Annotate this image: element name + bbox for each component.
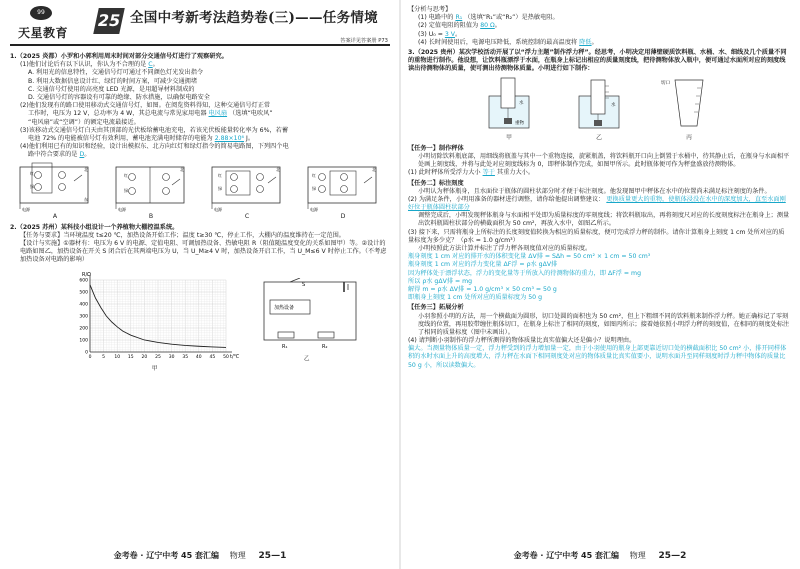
task1-body: 小明切除饮料瓶底部，用细线将瓶盖与其中一个重物连接，旋紧瓶盖，将饮料瓶开口向上倒置于水桶中，待其静止后，在瓶身与水面相平处画上刻度线，并将与此处对应刻度线标为 0，即秤体制作完成，如图甲所示。此时瓶体便可作为秤盘盛放待测物体。: [418, 152, 790, 169]
apparatus-c: [659, 76, 719, 143]
switch-label: S: [302, 281, 306, 288]
q1-p3-answer: 2.88×10⁶: [214, 134, 245, 142]
task1-answer: 等于: [482, 169, 495, 177]
power-label: 电源: [22, 207, 30, 213]
right-page: [400, 0, 800, 569]
task2-solution-1: 瓶身刻度 1 cm 对应的排开水的体积变化量 ΔV排 = SΔh = 50 cm² × 1 cm = 50 cm³: [408, 253, 651, 261]
svg-text:北: 北: [276, 167, 280, 173]
water-label-b: 水: [611, 102, 616, 108]
task2-q2-answer: 更换质量更大的重物，使瓶体浸没在水中的深度加大，直至水面刚好位于瓶体圆柱状部分: [408, 195, 786, 212]
chart-ylabel: R/Ω: [82, 271, 91, 278]
q1-p3a: (3)该移动式交通信号灯白天由其顶部的光伏板给蓄电池充电，若该光伏板能量转化率为 6%，若蓄: [20, 126, 289, 134]
circuit-b: [110, 161, 192, 221]
svg-text:红: 红: [312, 173, 316, 179]
analysis-1-answer: R₁: [455, 14, 463, 22]
cut-label: 切口: [661, 80, 670, 86]
water-label-a: 水: [519, 100, 524, 106]
q1-p2b: 工作时，电压为 12 V，总功率为 4 W，其总电流与常见家用电器 电风扇 （选填“电吹风”: [28, 110, 273, 118]
analysis-3-answer: 3 V: [444, 30, 456, 38]
q3-stem: 3.（2025 贵州）某次学校活动开展了以“浮力主题”制作浮力秤”。经思考，小明决定用薄壁硬质饮料瓶、水桶、水、细线及几个质量不同的重物进行制作。他设想，让饮料瓶漂浮于水面，在瓶身上标记出相应的质量刻度线，把待测物体放入瓶中，便可通过水面所对应的刻度线读出待测物体的质量，使可测出待测物体质量。小明进行如下制作：: [408, 48, 787, 73]
svg-text:电源: 电源: [118, 207, 126, 213]
q2-stem: 2.（2025 苏州）某科技小组设计一个养植物大棚控温系统。: [10, 223, 179, 231]
page-title: 全国中考新考法趋势卷(三)——任务情境: [130, 10, 378, 26]
svg-text:绿: 绿: [124, 188, 128, 194]
task2-solution-5: 解得 m = ρ水 ΔV排 = 1.0 g/cm³ × 50 cm³ = 50 g: [408, 285, 557, 293]
circuit-d-label: D: [340, 213, 346, 221]
task2-solution-2: 瓶身刻度 1 cm 对应的浮力变化量 ΔF浮 = ρ水 gΔV排: [408, 261, 558, 269]
task2-solution-4: 所以 ρ水 gΔV排 = mg: [408, 277, 473, 285]
x-tick-label: 45: [209, 354, 216, 360]
x-tick-label: 30: [168, 354, 175, 360]
lamp-red-label: 红: [30, 171, 34, 177]
x-tick-label: 10: [114, 354, 121, 360]
x-tick-label: 50: [223, 354, 229, 360]
analysis-1: (1) 电路中的 R₁ （选填“R₁”或“R₂”）是热敏电阻。: [418, 14, 559, 22]
q1-opt-c: C. 交通信号灯使用的高亮度 LED 光源，是用超导材料制成的: [28, 85, 195, 93]
svg-text:红: 红: [218, 173, 222, 179]
chart-caption: 甲: [152, 365, 158, 372]
circuit-a: [14, 161, 96, 221]
x-tick-label: 20: [141, 354, 148, 360]
paper-number: 25: [93, 8, 125, 34]
x-tick-label: 40: [195, 354, 202, 360]
circuit-c-label: C: [244, 213, 250, 221]
svg-text:电源: 电源: [310, 207, 318, 213]
apparatus-b: [569, 76, 629, 143]
svg-text:红: 红: [124, 173, 128, 179]
y-tick-label: 400: [79, 302, 88, 308]
analysis-head: 【分析与思考】: [408, 6, 452, 13]
x-tick-label: 5: [102, 354, 106, 360]
svg-text:绿: 绿: [218, 186, 222, 192]
q1-p4-answer: D: [79, 151, 85, 159]
heater-label: 加热设备: [274, 304, 295, 311]
q1-opt-b: B. 利用大数据信息设计红、绿灯的时间方案，可减少交通拥堵: [28, 77, 198, 85]
left-footer-subject: 物理: [229, 551, 246, 561]
q1-stem: 1.（2025 炎都）小罗和小郭利用周末时间对部分交通信号灯进行了观察研究。: [10, 53, 228, 60]
circuit-b-label: B: [148, 213, 154, 221]
task1-q: (1) 此时秤体所受浮力大小 等于 其重力大小。: [408, 169, 535, 177]
right-page-number: 25—2: [658, 551, 687, 562]
task1-head: 【任务一】制作秤体: [408, 144, 464, 152]
left-page-number: 25—1: [258, 551, 287, 562]
y-tick-label: 300: [79, 314, 88, 320]
task2-body2: 调整完成后，小明发现秤体瓶身与水面相平处即为质量标度的零刻度线；将饮料瓶取出，再将刻度尺对应的长度刻度标注在瓶身上；测量出饮料瓶圆柱状部分的横截面积为 50 cm²，再放入水中，如图乙所示。: [418, 212, 790, 228]
svg-text:北: 北: [372, 167, 376, 173]
q1-p1-answer: C: [148, 61, 153, 69]
q1-p4a: (4)他们利用已有的知识和经验，设计出模拟东、北方向红灯和绿灯指令的简易电路图，下列四个电: [20, 143, 289, 151]
q3-apparatus: [408, 76, 790, 143]
analysis-4: (4) 长时间使用后，电源电压降低，系统控制的最高温度将 降低。: [418, 38, 598, 46]
q1-opt-d: D. 交通信号灯的容器设有可靠的绝缘、防水措施，以确保电路安全: [28, 93, 210, 101]
x-tick-label: 25: [155, 354, 161, 360]
task2-solution-6: 即瓶身上刻度 1 cm 处所对应的质量标度为 50 g: [408, 294, 543, 302]
y-tick-label: 600: [79, 278, 88, 284]
circuit-d: [302, 161, 384, 221]
task2-body1: 小明认为秤体瓶身，且水面位于瓶体的圆柱状部分时才便于标注刻度。他发现图甲中秤体在水中的位置尚未满足标注刻度的条件。: [418, 187, 771, 195]
x-tick-label: 15: [127, 354, 134, 360]
y-tick-label: 0: [85, 350, 88, 356]
circuit-options: [14, 161, 384, 221]
heater-caption: 乙: [304, 355, 310, 362]
lamp-green-label: 绿: [30, 184, 34, 190]
q2-design: 【设计与实施】①器材有：电压为 6 V 的电源、定值电阻、可调加热设备、热敏电阻 R（阻值随温度变化的关系如图甲）等。②设计的电路如图乙，加热设备在开关 S 闭合后在其两端电压为 U，当 U_M≥4 V 时，加热设备开启工作，当 U_M≤6 V 时停止工作。（不考虑加热设备对电路的影响）: [20, 240, 387, 264]
q1-p2d: “电风扇”或“空调”）的额定电流最接近。: [28, 118, 140, 126]
x-tick-label: 0: [88, 354, 92, 360]
task2-head: 【任务二】标注刻度: [408, 179, 464, 187]
svg-text:电源: 电源: [214, 207, 222, 213]
answer-key-ref: 答案详见答案册 P73: [340, 38, 388, 44]
r2-label: R₂: [322, 343, 328, 350]
q1-p4b: 路中符合要求的是 D。: [28, 151, 91, 159]
svg-text:绿: 绿: [312, 186, 316, 192]
task2-q3: (3) 接下来，只需将瓶身上所标注的长度刻度值转换为相应的质量标度，便可完成浮力秤的制作。请你计算瓶身上刻度 1 cm 处所对应的质量标度为多少克？（ρ水 = 1.0 g/cm³）: [408, 228, 785, 244]
task3-head: 【任务三】拓展分析: [408, 304, 464, 312]
task2-q2: (2) 为满足条件，小明用准备的器材进行调整，请你给他提出调整建议： 更换质量更大的重物，使瓶体浸没在水中的深度加大，直至水面刚好位于瓶体圆柱状部分: [408, 195, 786, 212]
r1-label: R₁: [282, 343, 288, 350]
q1-p2-answer: 电风扇: [208, 110, 228, 118]
analysis-2-answer: 80 Ω: [480, 22, 495, 30]
task3-answer: 偏大。当测量物体质量一定，浮力秤受到的浮力增加量一定，由于小羽使用的瓶身上部更靠近切口处的横截面积比 50 cm² 小，排开同样体积的水时水面上升的高度增大，浮力秤在水面下相同刻度处对应的物体质量比真实值要小，说明水面升至同样刻度时浮力秤中物体的质量比 50 g 小，所以读数偏大。: [408, 345, 787, 369]
task2-solution-3: 因为秤体处于漂浮状态，浮力的变化量等于所放入的待测物体的重力，即 ΔF浮 = mg: [408, 269, 642, 277]
q2-figures: [10, 268, 390, 374]
circuit-a-label: A: [52, 213, 58, 221]
logo-icon: 99: [30, 6, 52, 20]
chart-xlabel: t/℃: [230, 353, 240, 360]
heater-circuit: [260, 278, 360, 350]
q1-p2a: (2)他们发现有的路口使用移动式交通信号灯，如图。在阅览资料得知，这种交通信号灯正常: [20, 102, 271, 110]
apparatus-a-caption: 甲: [506, 135, 512, 142]
right-footer: [400, 551, 800, 563]
task2-q3b: 小明按照此方法计算并标注了浮力秤各刻度值对应的质量标度。: [418, 245, 592, 253]
analysis-4-answer: 降低: [579, 38, 592, 46]
q1-p1: (1)他们讨论后有以下认识，你认为不合理的是 C。: [20, 61, 159, 69]
apparatus-c-caption: 丙: [686, 135, 692, 142]
left-footer-text: 金考卷 · 辽宁中考 45 套汇编: [113, 551, 219, 561]
brand-name: 天星教育: [18, 26, 69, 40]
left-footer: [0, 551, 400, 563]
svg-text:北: 北: [180, 167, 184, 173]
right-footer-text: 金考卷 · 辽宁中考 45 套汇编: [513, 551, 619, 561]
apparatus-b-caption: 乙: [596, 135, 602, 142]
circuit-c: [206, 161, 288, 221]
x-tick-label: 35: [182, 354, 189, 360]
q2-requirement: 【任务与要求】当环境温度 t≤20 ℃，加热设备开始工作；温度 t≥30 ℃，停止工作，大棚内的温度维持在一定范围。: [20, 231, 345, 239]
resistance-temperature-chart: [64, 268, 244, 372]
q1-p3b: 电池 72% 的电能被信号灯有效利用，蓄电池充满电时储存的电能为 2.88×10⁶ J。: [28, 134, 255, 142]
analysis-2: (2) 定值电阻的阻值为 80 Ω。: [418, 22, 501, 30]
y-tick-label: 100: [79, 338, 88, 344]
q1-opt-a: A. 利用光的信息特性，交通信号灯可通过不同颜色灯光发出指令: [28, 69, 204, 77]
weight-label: 重物: [515, 120, 524, 126]
apparatus-a: [479, 76, 539, 143]
analysis-3: (3) U₀ = 3 V。: [418, 30, 462, 38]
header: [10, 4, 390, 46]
task3-q4: (4) 请判断小羽制作的浮力秤所测得的物体质量比真实值偏大还是偏小？说明理由。: [408, 337, 636, 345]
y-tick-label: 500: [79, 290, 88, 296]
task3-body: 小羽参照小明的方法，用一个横截面为圆形，切口处圆的面积也为 50 cm²，但上下粗细不同的饮料瓶来制作浮力秤。她正确标记了零刻度线的位置，再用胶带缠住瓶体切口，在瓶身上标注了相同的刻度，如图丙所示；接着她依照小明浮力秤的刻度值，在相同的刻度处标注了相同的质量标度（图中未画出）。: [418, 312, 790, 336]
y-tick-label: 200: [79, 326, 88, 332]
right-footer-subject: 物理: [629, 551, 646, 561]
east-label: 东: [84, 197, 88, 203]
north-label: 北: [84, 167, 88, 173]
